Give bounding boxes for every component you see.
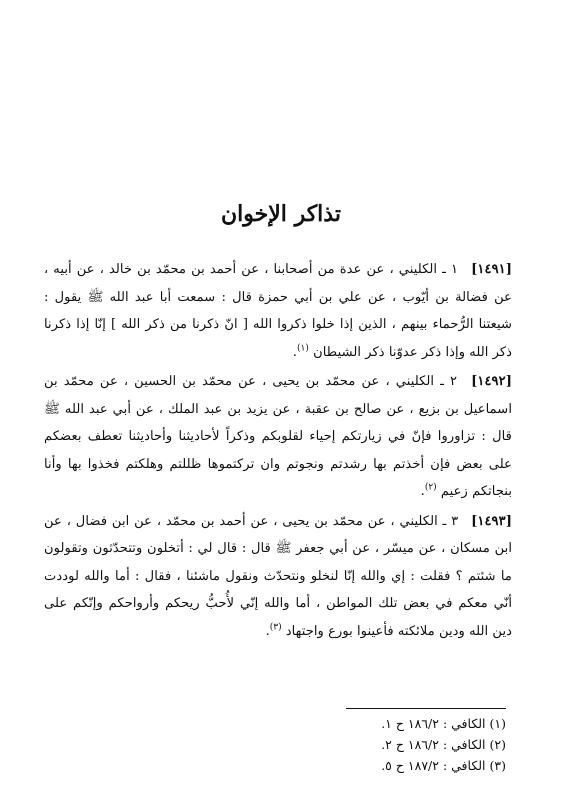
footnote-3: (٣) الكافي : ١٨٧/٢ ح ٥. (381, 758, 506, 773)
footnote-divider (346, 708, 506, 709)
footnote-2: (٢) الكافي : ١٨٦/٢ ح ٢. (381, 737, 506, 752)
hadith-1492: [١٤٩٢] ٢ ـ الكليني ، عن محمّد بن يحيى ، عن محمّد بن الحسين ، عن محمّد بن اسماعيل بن بزيع ، عن صالح بن عقبة ، عن يزيد بن عبد الملك ، عن أبي عبد الله ﷺ قال : تزاوروا فإنّ في زيارتكم إحياء لقلوبكم وذكراً لأحاديثنا وأحاديثنا تعطف بعضكم على بعض فإن أخذتم بها رشدتم ونجوتم وان تركتموها ظللتم وهلكتم فخذوا بها وأنا بنجاتكم زعيم $^{(٢)}$. (44, 374, 512, 499)
hadith-number: [١٤٩٢] (471, 374, 512, 389)
chapter-title: تذاكر الإخوان (221, 201, 341, 227)
footnote-ref: (٢) (424, 482, 437, 493)
footnote-ref: (١) (297, 343, 309, 354)
hadith-number: [١٤٩٣] (471, 513, 512, 529)
hadith-list (44, 256, 512, 647)
footnotes (206, 713, 506, 776)
hadith-1491: [١٤٩١] ١ ـ الكليني ، عن عدة من أصحابنا ، عن أحمد بن محمّد بن خالد ، عن أبيه ، عن فضالة بن أيّوب ، عن علي بن أبي حمزة قال : سمعت أبا عبد الله ﷺ يقول : شيعتنا الرُّحماء بينهم ، الذين إذا خلوا ذكروا الله [ انّ ذكرنا من ذكر الله ] إنّا إذا ذكرنا ذكر الله وإذا ذكر عدوّنا ذكر الشيطان $^{(١)}$. (44, 262, 513, 360)
footnote-ref: (٣) (269, 622, 282, 633)
hadith-text: ٢ ـ الكليني ، عن محمّد بن يحيى ، عن محمّد بن الحسين ، عن محمّد بن اسماعيل بن بزيع ، عن صالح بن عقبة ، عن يزيد بن عبد الملك ، عن أبي عبد الله ﷺ قال : تزاوروا فإنّ في زيارتكم إحياء لقلوبكم وذكراً لأحاديثنا وأحاديثنا تعطف بعضكم على بعض فإن أخذتم بها رشدتم ونجوتم وان تركتموها ظللتم وهلكتم فخذوا بها وأنا بنجاتكم زعيم (44, 374, 512, 499)
hadith-text: ١ ـ الكليني ، عن عدة من أصحابنا ، عن أحمد بن محمّد بن خالد ، عن أبيه ، عن فضالة بن أيّوب ، عن علي بن أبي حمزة قال : سمعت أبا عبد الله ﷺ يقول : شيعتنا الرُّحماء بينهم ، الذين إذا خلوا ذكروا الله [ انّ ذكرنا من ذكر الله ] إنّا إذا ذكرنا ذكر الله وإذا ذكر عدوّنا ذكر الشيطان (44, 262, 512, 360)
hadith-number: [١٤٩١] (471, 262, 513, 277)
hadith-1493: [١٤٩٣] ٣ ـ الكليني ، عن محمّد بن يحيى ، عن أحمد بن محمّد ، عن ابن فضال ، عن ابن مسكان ، عن ميسّر ، عن أبي جعفر ﷺ قال : قال لي : أتخلون وتتحدّثون وتقولون ما شئتم ؟ فقلت : إي والله إنّا لنخلو ونتحدّث ونقول ماشئنا ، فقال : أما والله لوددت أنّي معكم في بعض تلك المواطن ، أما والله إنّي لأُحبُّ ريحكم وأرواحكم وإنّكم على دين الله ودين ملائكته فأعينوا بورع واجتهاد $^{(٣)}$. (44, 513, 512, 639)
hadith-text: ٣ ـ الكليني ، عن محمّد بن يحيى ، عن أحمد بن محمّد ، عن ابن فضال ، عن ابن مسكان ، عن ميسّر ، عن أبي جعفر ﷺ قال : قال لي : أتخلون وتتحدّثون وتقولون ما شئتم ؟ فقلت : إي والله إنّا لنخلو ونتحدّث ونقول ماشئنا ، فقال : أما والله لوددت أنّي معكم في بعض تلك المواطن ، أما والله إنّي لأُحبُّ ريحكم وأرواحكم وإنّكم على دين الله ودين ملائكته فأعينوا بورع واجتهاد (44, 513, 512, 639)
footnote-1: (١) الكافي : ١٨٦/٢ ح ١. (381, 716, 506, 731)
